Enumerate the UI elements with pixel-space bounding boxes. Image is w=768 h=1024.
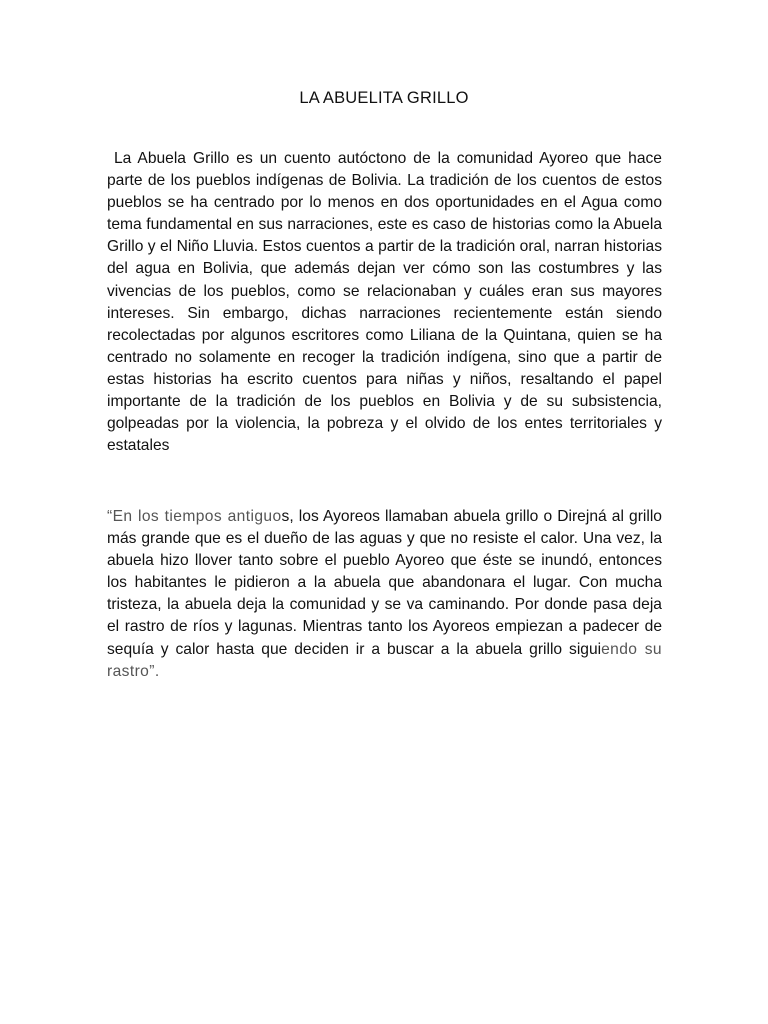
paragraph-intro-lead (107, 150, 114, 167)
paragraph-intro (107, 148, 662, 457)
quote-body: s, los Ayoreos llamaban abuela grillo o Direjná al grillo más grande que es el dueño de las aguas y que no resiste el calor. Una vez, la abuela hizo llover tanto sobre el pueblo Ayoreo que éste se inundó, entonces los habitantes le pidieron a la abuela que abandonara el lugar. Con mucha tristeza, la abuela deja la comunidad y se va caminando. Por donde pasa deja el rastro de ríos y lagunas. Mientras tanto los Ayoreos empiezan a padecer de sequía y calor hasta que deciden ir a buscar a la abuela grillo sigui (107, 508, 662, 658)
quote-closing: endo su rastro”. (107, 640, 662, 680)
document-title: LA ABUELITA GRILLO (299, 89, 469, 107)
paragraph-quote (107, 506, 662, 683)
quote-opening: “En los tiempos antiguo (107, 508, 282, 525)
paragraph-intro-text: La Abuela Grillo es un cuento autóctono de la comunidad Ayoreo que hace parte de los pueblos indígenas de Bolivia. La tradición de los cuentos de estos pueblos se ha centrado por lo menos en dos oportunidades en el Agua como tema fundamental en sus narraciones, este es caso de historias como la Abuela Grillo y el Niño Lluvia. Estos cuentos a partir de la tradición oral, narran historias del agua en Bolivia, que además dejan ver cómo son las costumbres y las vivencias de los pueblos, como se relacionaban y cuáles eran sus mayores intereses. Sin embargo, dichas narraciones recientemente están siendo recolectadas por algunos escritores como Liliana de la Quintana, quien se ha centrado no solamente en recoger la tradición indígena, sino que a partir de estas historias ha escrito cuentos para niñas y niños, resaltando el papel importante de la tradición de los pueblos en Bolivia y de su subsistencia, golpeadas por la violencia, la pobreza y el olvido de los entes territoriales y estatales (107, 150, 662, 455)
